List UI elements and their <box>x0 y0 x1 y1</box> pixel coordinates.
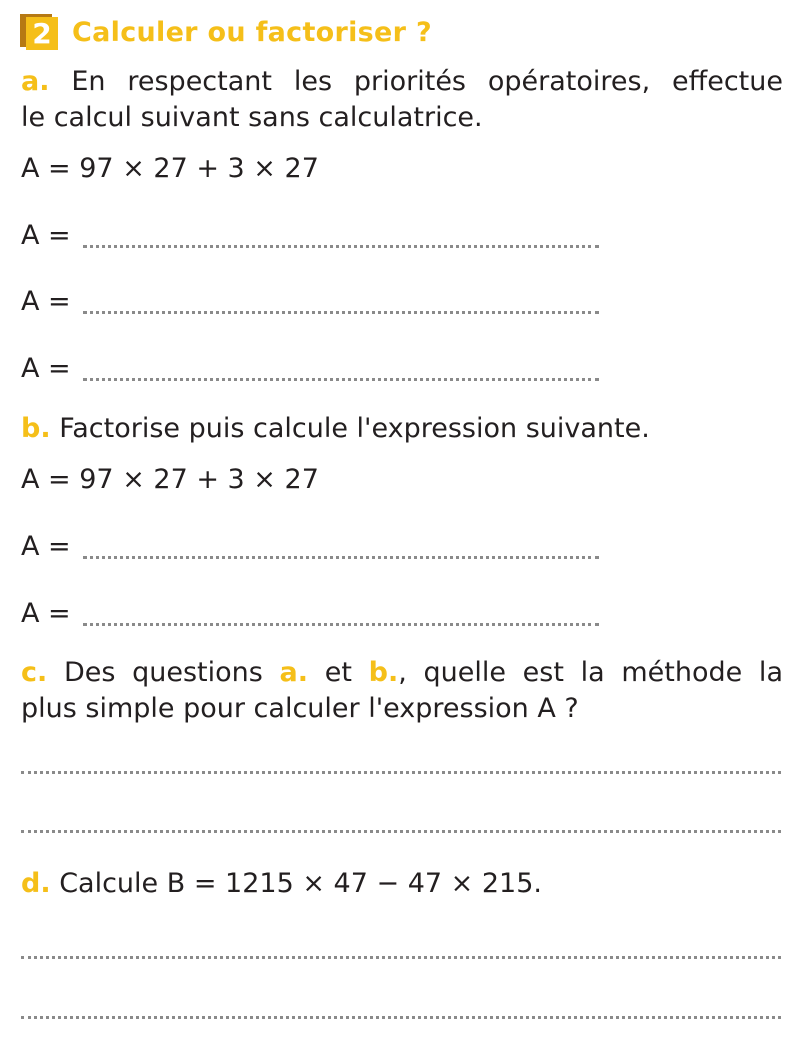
part-a-expression: A = 97 × 27 + 3 × 27 <box>21 153 319 184</box>
part-c-answer-line-1[interactable] <box>21 771 781 774</box>
answer-prefix: A = <box>21 353 71 384</box>
part-c-label: c. <box>21 657 48 688</box>
part-a-answer-line-3[interactable] <box>21 351 599 387</box>
part-b-answer-line-2[interactable] <box>21 596 599 632</box>
answer-prefix: A = <box>21 598 71 629</box>
part-b-instruction <box>21 411 650 447</box>
part-b-text: Factorise puis calcule l'expression suivante. <box>59 413 650 444</box>
part-c-ref-b: b. <box>368 657 399 688</box>
exercise-number-badge <box>20 14 58 50</box>
part-d-answer-line-2[interactable] <box>21 1016 781 1019</box>
answer-dotted-line[interactable] <box>83 374 599 381</box>
answer-prefix: A = <box>21 286 71 317</box>
answer-dotted-line[interactable] <box>83 241 599 248</box>
answer-prefix: A = <box>21 220 71 251</box>
answer-dotted-line[interactable] <box>83 619 599 626</box>
part-a-line1: En respectant les priorités opératoires, effectue <box>71 66 783 97</box>
part-c-text-before: Des questions <box>63 657 263 688</box>
answer-dotted-line[interactable] <box>83 307 599 314</box>
part-c-line2: plus simple pour calculer l'expression A ? <box>21 693 579 724</box>
exercise-title: Calculer ou factoriser ? <box>72 16 432 48</box>
part-a-answer-line-1[interactable] <box>21 218 599 254</box>
part-c-ref-a: a. <box>279 657 309 688</box>
part-b-expression: A = 97 × 27 + 3 × 27 <box>21 464 319 495</box>
part-d-text: Calcule B = 1215 × 47 − 47 × 215. <box>59 868 542 899</box>
part-c-instruction <box>21 655 783 691</box>
part-d-label: d. <box>21 868 51 899</box>
part-d-answer-line-1[interactable] <box>21 956 781 959</box>
part-c-text-after: , quelle est la méthode la <box>398 657 783 688</box>
part-b-answer-line-1[interactable] <box>21 529 599 565</box>
part-c-text-mid: et <box>324 657 352 688</box>
part-c-answer-line-2[interactable] <box>21 830 781 833</box>
exercise-header <box>20 14 432 50</box>
part-a-line2: le calcul suivant sans calculatrice. <box>21 102 483 133</box>
exercise-number: 2 <box>26 17 58 50</box>
answer-dotted-line[interactable] <box>83 552 599 559</box>
part-a-answer-line-2[interactable] <box>21 284 599 320</box>
part-b-label: b. <box>21 413 51 444</box>
part-d-instruction <box>21 866 542 902</box>
part-a-instruction <box>21 64 783 100</box>
answer-prefix: A = <box>21 531 71 562</box>
part-a-label: a. <box>21 66 50 97</box>
